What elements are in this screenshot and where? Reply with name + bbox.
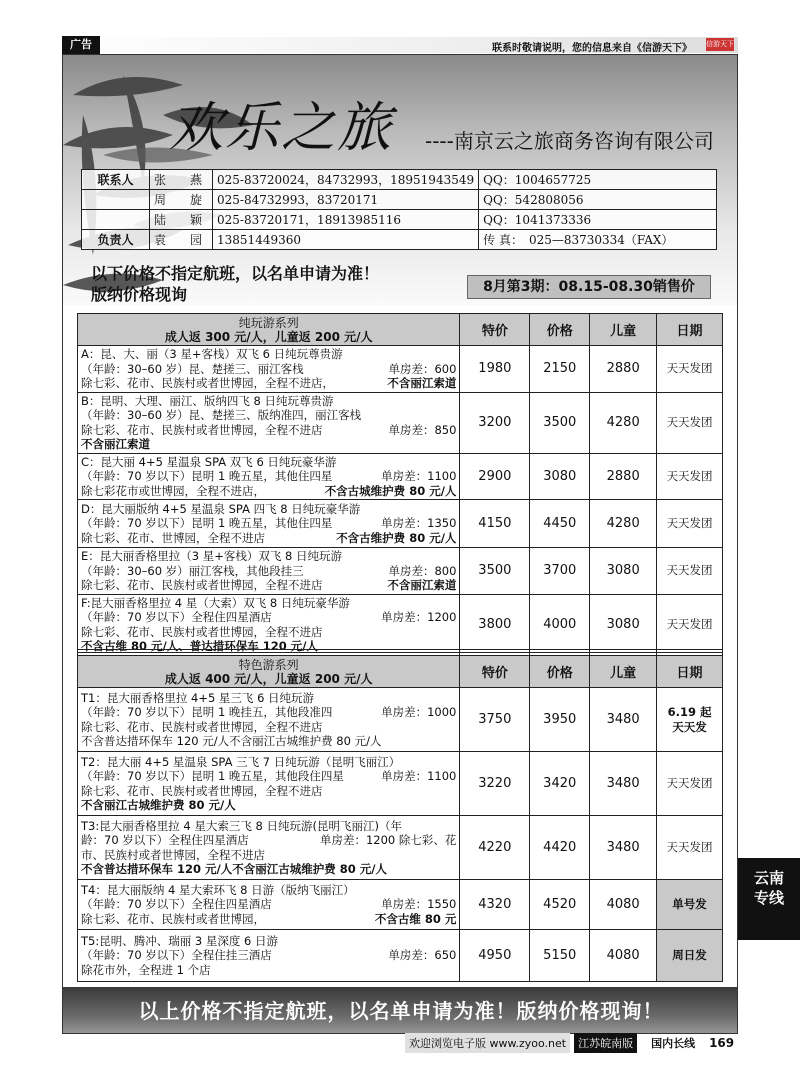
col-price: 价格 bbox=[530, 314, 590, 346]
single-room-fee: 单房差：800 bbox=[388, 563, 457, 578]
date-line: 天天发 bbox=[672, 719, 707, 734]
table-row bbox=[78, 392, 723, 453]
child-price: 3480 bbox=[590, 816, 657, 880]
tour-shopping-note: 除七彩、花市、民族村或者世博园，全程不进店， bbox=[81, 376, 334, 390]
tour-title: D：昆大丽版纳 4+5 星温泉 SPA 四飞 8 日纯玩豪华游 bbox=[81, 501, 361, 516]
tour-line-2 bbox=[81, 948, 456, 963]
contact-name: 袁 园 bbox=[150, 230, 213, 250]
date-line: 天天发团 bbox=[666, 776, 713, 790]
tour-description bbox=[78, 688, 460, 752]
contact-table bbox=[81, 169, 717, 250]
table-row bbox=[78, 453, 723, 500]
series-name: 特色游系列 bbox=[238, 657, 299, 672]
pure-tour-price-table bbox=[77, 313, 723, 656]
date-line: 天天发团 bbox=[666, 563, 713, 578]
tour-age-hotel: （年龄：70 岁以下）昆明 1 晚挂五，其他段准四 bbox=[81, 705, 333, 719]
tour-exclusion: 不含丽江索道 bbox=[387, 376, 457, 390]
contact-name: 周 旋 bbox=[150, 190, 213, 210]
child-price: 4080 bbox=[590, 880, 657, 930]
contact-name: 陆 颖 bbox=[150, 210, 213, 230]
table-row bbox=[78, 346, 723, 393]
date-line: 单号发 bbox=[672, 897, 707, 911]
regular-price: 4520 bbox=[530, 880, 590, 930]
tour-shopping-note: 除七彩、花市、民族村或者世博园，全程不进店 bbox=[81, 719, 323, 734]
regular-price: 3500 bbox=[530, 392, 590, 453]
departure-date bbox=[657, 548, 723, 595]
col-price: 价格 bbox=[530, 656, 590, 688]
contact-qq: QQ：1004657725 bbox=[479, 170, 717, 190]
tour-line-3 bbox=[81, 963, 456, 978]
tour-line-2 bbox=[81, 833, 456, 848]
date-line: 周日发 bbox=[672, 948, 707, 962]
regular-price: 4000 bbox=[530, 594, 590, 655]
notice-line-2: 版纳价格现询 bbox=[91, 285, 188, 304]
child-price: 2880 bbox=[590, 346, 657, 393]
sales-period-badge: 8月第3期：08.15-08.30销售价 bbox=[467, 275, 711, 299]
tour-shopping-note: 除花市外，全程进 1 个店 bbox=[81, 962, 211, 977]
tour-age-hotel: （年龄：30–60 岁）丽江客栈，其他段挂三 bbox=[81, 563, 304, 578]
series-name: 纯玩游系列 bbox=[238, 315, 299, 330]
tour-exclusion-line: 不含普达措环保车 120 元/人不含丽江古城维护费 80 元/人 bbox=[81, 734, 382, 748]
contact-row bbox=[82, 230, 717, 250]
contact-label: 负责人 bbox=[82, 230, 150, 250]
table-row bbox=[78, 688, 723, 752]
special-price: 1980 bbox=[460, 346, 530, 393]
regular-price: 3420 bbox=[530, 752, 590, 816]
departure-date bbox=[657, 752, 723, 816]
side-tab-label: 云南 专线 bbox=[753, 869, 784, 907]
tour-age-hotel: （年龄：70 岁以下）全程住四星酒店 bbox=[81, 897, 272, 912]
series-header bbox=[78, 314, 460, 346]
single-room-fee: 单房差：650 bbox=[388, 948, 457, 963]
series-header bbox=[78, 656, 460, 688]
regular-price: 4450 bbox=[530, 500, 590, 548]
contact-qq: 传 真： 025—83730334（FAX） bbox=[479, 230, 717, 250]
contact-phone: 13851449360 bbox=[213, 230, 479, 250]
single-room-fee: 单房差：600 bbox=[388, 361, 457, 376]
section-name: 国内长线 bbox=[651, 1037, 696, 1050]
tour-shopping-note: 除七彩、花市、民族村或者世博园，全程不进店 bbox=[81, 624, 323, 639]
tour-line-3 bbox=[81, 376, 456, 391]
contact-qq: QQ：542808056 bbox=[479, 190, 717, 210]
tour-line-2 bbox=[81, 705, 456, 720]
col-child: 儿童 bbox=[590, 656, 657, 688]
tour-exclusion: 不含古维 80 元 bbox=[374, 911, 457, 926]
child-price: 4080 bbox=[590, 930, 657, 982]
table-row bbox=[78, 594, 723, 655]
special-price: 2900 bbox=[460, 453, 530, 500]
footer-banner: 以上价格不指定航班，以名单申请为准！版纳价格现询！ bbox=[63, 987, 738, 1034]
tour-title: T1：昆大丽香格里拉 4+5 星三飞 6 日纯玩游 bbox=[81, 690, 315, 705]
page-number: 169 bbox=[709, 1036, 735, 1050]
tour-line-2 bbox=[81, 469, 456, 484]
child-price: 4280 bbox=[590, 392, 657, 453]
tour-description bbox=[78, 548, 460, 595]
departure-date bbox=[657, 880, 723, 930]
single-room-fee: 单房差：1000 bbox=[381, 705, 457, 719]
tour-line-2 bbox=[81, 564, 456, 579]
series-rebate: 成人返 400 元/人，儿童返 200 元/人 bbox=[164, 671, 373, 686]
single-room-fee: 单房差：1350 bbox=[381, 516, 457, 531]
child-price: 3080 bbox=[590, 594, 657, 655]
regular-price: 3700 bbox=[530, 548, 590, 595]
single-room-fee: 单房差：1100 bbox=[381, 469, 457, 483]
notice-text bbox=[91, 263, 379, 305]
special-price: 4220 bbox=[460, 816, 530, 880]
child-price: 2880 bbox=[590, 453, 657, 500]
tour-age-hotel: （年龄：70 岁以下）昆明 1 晚五星，其他住四星 bbox=[81, 516, 333, 531]
tour-line-2 bbox=[81, 769, 456, 784]
brand-title: 欢乐之旅 bbox=[169, 96, 393, 159]
table-row bbox=[78, 752, 723, 816]
special-price: 3220 bbox=[460, 752, 530, 816]
tour-line-3 bbox=[81, 912, 456, 927]
publisher-logo: 信游天下 bbox=[706, 38, 734, 51]
tour-description bbox=[78, 594, 460, 655]
tour-exclusion-line: 不含普达措环保车 120 元/人不含丽江古城维护费 80 元/人 bbox=[81, 862, 387, 876]
tour-shopping-note: 除七彩、花市、民族村或者世博园，全程不进店 bbox=[81, 422, 323, 437]
tour-description bbox=[78, 453, 460, 500]
single-room-fee: 单房差：850 bbox=[388, 422, 457, 437]
contact-qq: QQ：1041373336 bbox=[479, 210, 717, 230]
special-price: 3800 bbox=[460, 594, 530, 655]
tour-shopping-note: 除七彩、花市、民族村或者世博园， bbox=[81, 911, 265, 926]
series-rebate: 成人返 300 元/人，儿童返 200 元/人 bbox=[164, 329, 373, 344]
ad-panel bbox=[62, 54, 738, 1034]
child-price: 3080 bbox=[590, 548, 657, 595]
table-row bbox=[78, 500, 723, 548]
departure-date bbox=[657, 500, 723, 548]
single-room-fee: 单房差：1100 bbox=[381, 769, 457, 783]
contact-label bbox=[82, 190, 150, 210]
ad-tag: 广告 bbox=[62, 36, 100, 54]
tour-description bbox=[78, 880, 460, 930]
child-price: 3480 bbox=[590, 688, 657, 752]
tour-title: F:昆大丽香格里拉 4 星（大索）双飞 8 日纯玩豪华游 bbox=[81, 595, 350, 610]
tour-line-2 bbox=[81, 516, 456, 531]
edition-badge: 江苏皖南版 bbox=[574, 1033, 637, 1053]
tour-exclusion-line: 不含古维 80 元/人、普达措环保车 120 元/人 bbox=[81, 639, 318, 653]
tour-line-3 bbox=[81, 784, 456, 799]
tour-line-3 bbox=[81, 484, 456, 499]
date-line: 天天发团 bbox=[666, 516, 713, 530]
visit-link[interactable]: 欢迎浏览电子版 www.zyoo.net bbox=[405, 1033, 570, 1053]
regular-price: 2150 bbox=[530, 346, 590, 393]
tour-line-3 bbox=[81, 720, 456, 735]
table-row bbox=[78, 880, 723, 930]
child-price: 3480 bbox=[590, 752, 657, 816]
tour-age-hotel: （年龄：70 岁以下）昆明 1 晚五星，其他段住四星 bbox=[81, 769, 344, 783]
tour-description bbox=[78, 816, 460, 880]
feature-tour-price-table bbox=[77, 655, 723, 982]
tour-description bbox=[78, 500, 460, 548]
tour-age-hotel: 龄：70 岁以下）全程住四星酒店 bbox=[81, 833, 249, 847]
tour-title: T3:昆大丽香格里拉 4 星大索三飞 8 日纯玩游(昆明飞丽江)（年 bbox=[81, 818, 402, 833]
departure-date bbox=[657, 392, 723, 453]
tour-exclusion-line: 不含丽江古城维护费 80 元/人 bbox=[81, 798, 236, 812]
regular-price: 3080 bbox=[530, 453, 590, 500]
contact-row bbox=[82, 210, 717, 230]
departure-date bbox=[657, 930, 723, 982]
tour-age-hotel: （年龄：70 岁以下）昆明 1 晚五星，其他住四星 bbox=[81, 469, 333, 483]
departure-date bbox=[657, 346, 723, 393]
single-room-fee: 单房差：1200 bbox=[381, 610, 457, 624]
tour-age-hotel: （年龄：70 岁以下）全程住四星酒店 bbox=[81, 610, 272, 624]
contact-phone: 025-83720024，84732993，18951943549 bbox=[213, 170, 479, 190]
top-note: 联系时敬请说明，您的信息来自《信游天下》 bbox=[492, 43, 692, 54]
tour-shopping-note: 市、民族村或者世博园，全程不进店 bbox=[81, 847, 265, 862]
tour-title: T4：昆大丽版纳 4 星大索环飞 8 日游（版纳飞丽江） bbox=[81, 882, 355, 897]
tour-line-3 bbox=[81, 578, 456, 593]
date-line: 天天发团 bbox=[666, 468, 713, 483]
special-price: 3500 bbox=[460, 548, 530, 595]
contact-label: 联系人 bbox=[82, 170, 150, 190]
col-special: 特价 bbox=[460, 656, 530, 688]
tour-age-hotel: （年龄：70 岁以下）全程住挂三酒店 bbox=[81, 948, 272, 963]
tour-age-hotel: （年龄：30–60 岁）昆、楚搓三、丽江客栈 bbox=[81, 361, 304, 376]
tour-title: A：昆、大、丽（3 星+客栈）双飞 6 日纯玩尊贵游 bbox=[81, 347, 343, 361]
regular-price: 4420 bbox=[530, 816, 590, 880]
tour-line-3 bbox=[81, 625, 456, 640]
table-row bbox=[78, 548, 723, 595]
regular-price: 3950 bbox=[530, 688, 590, 752]
special-price: 3750 bbox=[460, 688, 530, 752]
col-date: 日期 bbox=[657, 314, 723, 346]
special-price: 4150 bbox=[460, 500, 530, 548]
contact-row bbox=[82, 170, 717, 190]
tour-title: T2：昆大丽 4+5 星温泉 SPA 三飞 7 日纯玩游（昆明飞丽江） bbox=[81, 754, 401, 769]
tour-title: T5:昆明、腾冲、瑞丽 3 星深度 6 日游 bbox=[81, 933, 278, 948]
departure-date bbox=[657, 594, 723, 655]
tour-age-hotel: （年龄：30–60 岁）昆、楚搓三、版纳准四，丽江客栈 bbox=[81, 408, 362, 422]
special-price: 4320 bbox=[460, 880, 530, 930]
page-footer bbox=[405, 1034, 734, 1052]
date-line: 天天发团 bbox=[666, 617, 713, 631]
single-room-fee: 单房差：1200 除七彩、花 bbox=[319, 833, 457, 847]
tour-line-3 bbox=[81, 848, 456, 863]
col-special: 特价 bbox=[460, 314, 530, 346]
special-price: 3200 bbox=[460, 392, 530, 453]
section-divider bbox=[77, 649, 723, 653]
single-room-fee: 单房差：1550 bbox=[381, 897, 457, 912]
company-name: ----南京云之旅商务咨询有限公司 bbox=[425, 129, 714, 153]
date-line: 天天发团 bbox=[666, 415, 713, 429]
date-line: 天天发团 bbox=[666, 361, 713, 376]
departure-date bbox=[657, 816, 723, 880]
tour-line-2 bbox=[81, 610, 456, 625]
tour-exclusion: 不含丽江索道 bbox=[387, 578, 457, 592]
notice-line-1: 以下价格不指定航班，以名单申请为准！ bbox=[91, 264, 380, 283]
tour-line-3 bbox=[81, 423, 456, 438]
contact-row bbox=[82, 190, 717, 210]
contact-phone: 025-84732993，83720171 bbox=[213, 190, 479, 210]
tour-title: B：昆明、大理、丽江、版纳四飞 8 日纯玩尊贵游 bbox=[81, 393, 334, 408]
table-row bbox=[78, 930, 723, 982]
tour-shopping-note: 除七彩、花市、世博园，全程不进店 bbox=[81, 530, 265, 545]
tour-line-2 bbox=[81, 362, 456, 377]
special-price: 4950 bbox=[460, 930, 530, 982]
tour-description bbox=[78, 930, 460, 982]
child-price: 4280 bbox=[590, 500, 657, 548]
departure-date bbox=[657, 453, 723, 500]
col-child: 儿童 bbox=[590, 314, 657, 346]
tour-title: E：昆大丽香格里拉（3 星+客栈）双飞 8 日纯玩游 bbox=[81, 549, 342, 563]
tour-exclusion: 不含古维护费 80 元/人 bbox=[336, 530, 457, 545]
col-date: 日期 bbox=[657, 656, 723, 688]
tour-line-2 bbox=[81, 408, 456, 423]
tour-line-3 bbox=[81, 531, 456, 546]
table-row bbox=[78, 816, 723, 880]
tour-title: C：昆大丽 4+5 星温泉 SPA 双飞 6 日纯玩豪华游 bbox=[81, 454, 337, 469]
tour-shopping-note: 除七彩花市或世博园，全程不进店， bbox=[81, 483, 265, 498]
tour-exclusion: 不含古城维护费 80 元/人 bbox=[324, 483, 457, 498]
departure-date bbox=[657, 688, 723, 752]
contact-phone: 025-83720171，18913985116 bbox=[213, 210, 479, 230]
tour-description bbox=[78, 752, 460, 816]
contact-name: 张 燕 bbox=[150, 170, 213, 190]
date-line: 6.19 起 bbox=[667, 704, 712, 719]
tour-description bbox=[78, 346, 460, 393]
tour-shopping-note: 除七彩、花市、民族村或者世博园，全程不进店 bbox=[81, 578, 323, 592]
contact-label bbox=[82, 210, 150, 230]
side-section-tab bbox=[738, 858, 800, 940]
tour-shopping-note: 除七彩、花市、民族村或者世博园，全程不进店 bbox=[81, 783, 323, 798]
tour-exclusion-line: 不含丽江索道 bbox=[81, 437, 150, 451]
tour-description bbox=[78, 392, 460, 453]
tour-line-2 bbox=[81, 897, 456, 912]
date-line: 天天发团 bbox=[666, 840, 713, 854]
regular-price: 5150 bbox=[530, 930, 590, 982]
